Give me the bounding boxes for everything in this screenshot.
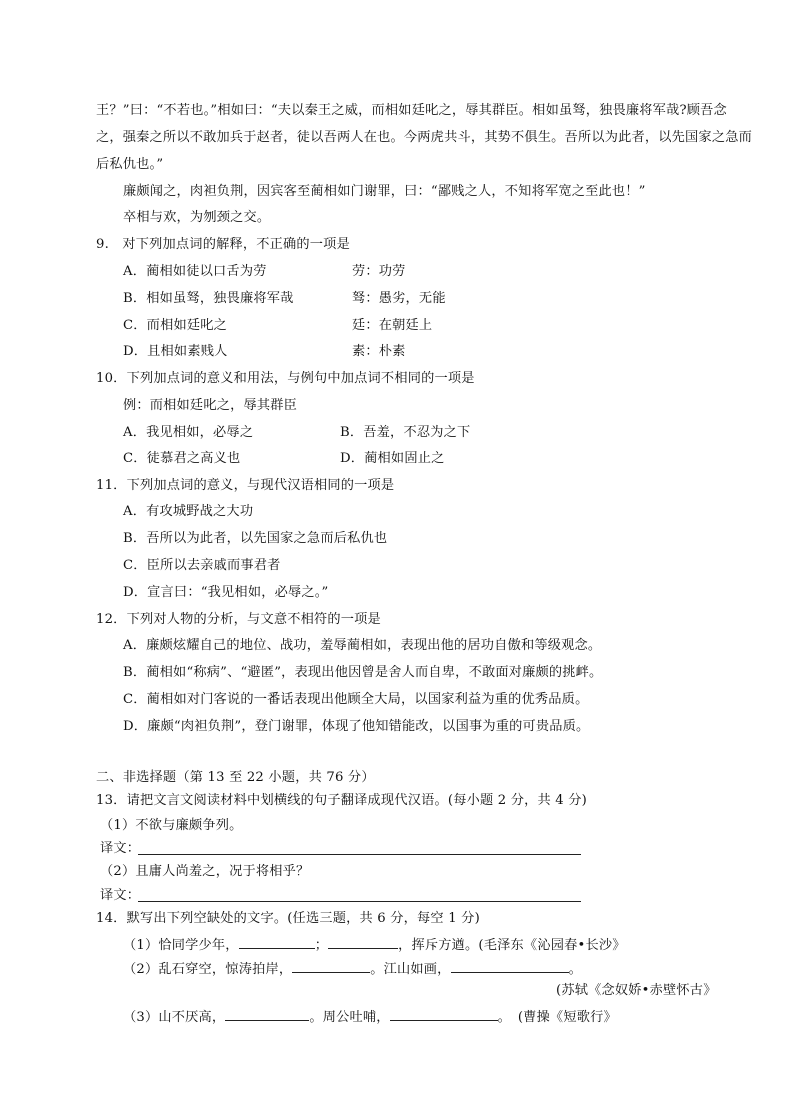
option-a: A．有攻城野战之大功 — [123, 504, 254, 519]
fill-text: ，挥斥方遒。(毛泽东《沁园春•长沙》 — [398, 938, 626, 953]
option-b: B．吾羞，不忍为之下 — [340, 425, 471, 440]
fill-text: （1）恰同学少年， — [123, 938, 239, 953]
passage-paragraph: 卒相与欢，为刎颈之交。 — [123, 210, 271, 225]
question-stem: 12．下列对人物的分析，与文意不相符的一项是 — [96, 612, 381, 627]
question-stem: 13．请把文言文阅读材料中划横线的句子翻译成现代汉语。(每小题 2 分，共 4 分) — [96, 793, 588, 808]
option-c: C．徒慕君之高义也 — [123, 451, 241, 466]
option-c: C．而相如廷叱之 — [123, 318, 228, 333]
answer-line-1[interactable] — [138, 854, 581, 855]
passage-paragraph: 廉颇闻之，肉袒负荆，因宾客至蔺相如门谢罪，曰：“鄙贱之人，不知将军宽之至此也！” — [123, 184, 646, 199]
option-d: D．蔺相如固止之 — [340, 451, 445, 466]
option-d-note: 素：朴素 — [352, 344, 406, 359]
fill-text: 。 — [568, 962, 582, 977]
fill-blank[interactable] — [451, 958, 569, 973]
fill-text: （3）山不厌高， — [123, 1010, 226, 1025]
option-d: D．宣言曰：“我见相如，必辱之。” — [123, 585, 329, 600]
fill-item-3 — [123, 1006, 617, 1027]
fill-item-1 — [123, 934, 626, 955]
passage-line: 后私仇也。” — [96, 157, 164, 172]
option-a-note: 劳：功劳 — [352, 264, 406, 279]
fill-blank[interactable] — [239, 934, 315, 949]
fill-text: （2）乱石穿空，惊涛拍岸， — [123, 962, 293, 977]
fill-text: ； — [314, 938, 329, 953]
passage-line: 王？”曰：“不若也。”相如曰：“夫以秦王之威，而相如廷叱之，辱其群臣。相如虽驽，独畏廉将军哉?顾吾念 — [96, 103, 727, 118]
option-a: A．蔺相如徒以口舌为劳 — [123, 264, 267, 279]
question-stem: 9. 对下列加点词的解释，不正确的一项是 — [96, 237, 350, 252]
option-d: D．廉颇“肉袒负荆”，登门谢罪，体现了他知错能改，以国事为重的可贵品质。 — [123, 719, 590, 734]
question-stem: 10．下列加点词的意义和用法，与例句中加点词不相同的一项是 — [96, 371, 475, 386]
option-b: B．蔺相如“称病”、“避匿”，表现出他因曾是舍人而自卑，不敢面对廉颇的挑衅。 — [123, 665, 603, 680]
fill-text: 。 (曹操《短歌行》 — [497, 1010, 617, 1025]
question-stem: 11．下列加点词的意义，与现代汉语相同的一项是 — [96, 478, 395, 493]
fill-blank[interactable] — [328, 934, 398, 949]
question-stem: 14．默写出下列空缺处的文字。(任选三题，共 6 分，每空 1 分) — [96, 911, 480, 926]
option-a: A．廉颇炫耀自己的地位、战功，羞辱蔺相如，表现出他的居功自傲和等级观念。 — [123, 638, 602, 653]
option-b: B．相如虽驽，独畏廉将军哉 — [123, 291, 294, 306]
section-title: 二、非选择题（第 13 至 22 小题，共 76 分） — [96, 770, 375, 785]
option-b: B．吾所以为此者，以先国家之急而后私仇也 — [123, 531, 388, 546]
answer-line-2[interactable] — [138, 901, 581, 902]
fill-blank[interactable] — [390, 1006, 498, 1021]
option-a: A．我见相如，必辱之 — [123, 425, 254, 440]
fill-text: 。江山如画， — [370, 962, 451, 977]
fill-text: 。周公吐哺， — [309, 1010, 390, 1025]
fill-blank[interactable] — [292, 958, 370, 973]
fill-blank[interactable] — [225, 1006, 309, 1021]
option-b-note: 驽：愚劣，无能 — [352, 291, 446, 306]
passage-line: 之，强秦之所以不敢加兵于赵者，徒以吾两人在也。今两虎共斗，其势不俱生。吾所以为此者，以先国家之急而 — [96, 130, 752, 145]
answer-label: 译文： — [100, 841, 141, 856]
answer-label: 译文： — [100, 888, 141, 903]
option-c-note: 廷：在朝廷上 — [352, 318, 433, 333]
example-sentence: 例：而相如廷叱之，辱其群臣 — [123, 398, 298, 413]
fill-item-2 — [123, 958, 582, 979]
option-d: D．且相如素贱人 — [123, 344, 228, 359]
sentence-2: （2）且庸人尚羞之，况于将相乎？ — [100, 864, 310, 879]
option-c: C．蔺相如对门客说的一番话表现出他顾全大局，以国家利益为重的优秀品质。 — [123, 692, 589, 707]
source-citation: (苏轼《念奴娇•赤壁怀古》 — [556, 983, 717, 998]
option-c: C．臣所以去亲戚而事君者 — [123, 558, 281, 573]
sentence-1: （1）不欲与廉颇争列。 — [100, 818, 243, 833]
